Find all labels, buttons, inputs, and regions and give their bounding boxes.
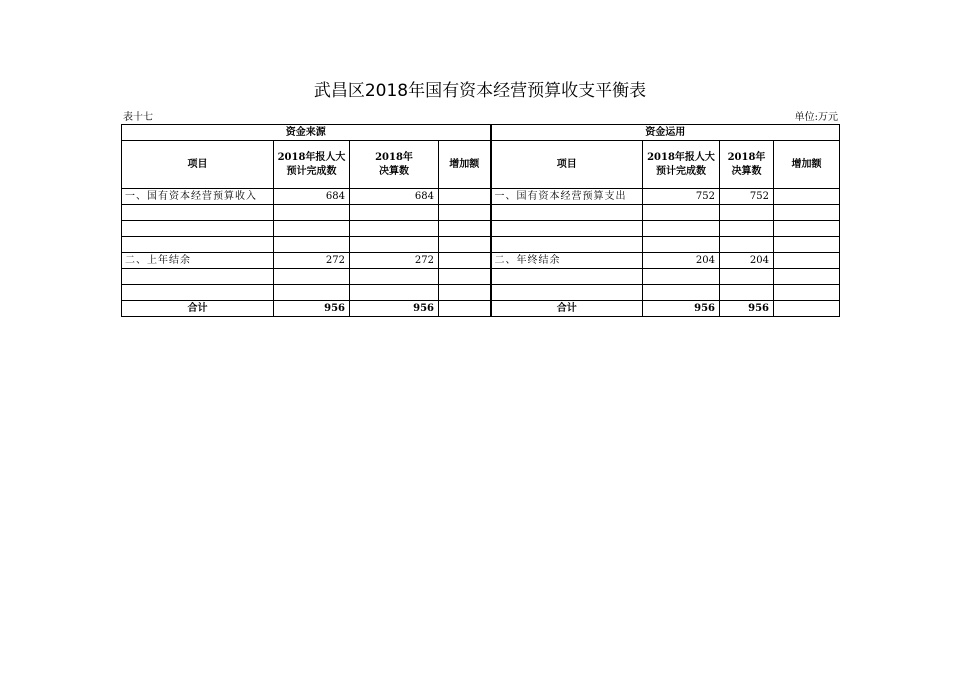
left-reported-cell: 272 [274, 253, 350, 269]
left-final-cell [350, 237, 439, 253]
left-final-cell [350, 221, 439, 237]
right-item-cell [491, 269, 643, 285]
right-reported-cell: 752 [643, 189, 720, 205]
left-increase-cell [439, 237, 491, 253]
left-final-cell [350, 269, 439, 285]
right-item-header: 项目 [491, 141, 643, 189]
right-reported-header: 2018年报人大 预计完成数 [643, 141, 720, 189]
table-row [122, 269, 840, 285]
right-final-cell [720, 237, 774, 253]
right-reported-cell [643, 269, 720, 285]
right-item-cell [491, 205, 643, 221]
right-item-cell: 二、年终结余 [491, 253, 643, 269]
right-final-cell [720, 269, 774, 285]
table-row [122, 285, 840, 301]
left-final-cell [350, 205, 439, 221]
right-increase-cell [774, 221, 840, 237]
left-increase-cell [439, 189, 491, 205]
table-body [122, 189, 840, 317]
right-item-cell [491, 221, 643, 237]
left-reported-header: 2018年报人大 预计完成数 [274, 141, 350, 189]
right-final-cell: 204 [720, 253, 774, 269]
right-reported-cell [643, 205, 720, 221]
right-increase-cell [774, 237, 840, 253]
table-number: 表十七 [123, 112, 153, 123]
total-row [122, 301, 840, 317]
left-item-cell [122, 205, 274, 221]
left-item-cell [122, 221, 274, 237]
right-total-label: 合计 [491, 301, 643, 317]
left-final-cell: 272 [350, 253, 439, 269]
right-item-cell: 一、国有资本经营预算支出 [491, 189, 643, 205]
right-final-cell [720, 285, 774, 301]
right-reported-cell [643, 285, 720, 301]
table-row [122, 253, 840, 269]
left-final-cell: 684 [350, 189, 439, 205]
unit-label: 单位:万元 [794, 112, 838, 123]
right-final-header: 2018年 决算数 [720, 141, 774, 189]
right-reported-cell [643, 237, 720, 253]
right-item-cell [491, 285, 643, 301]
right-final-cell [720, 205, 774, 221]
left-increase-cell [439, 221, 491, 237]
left-item-header: 项目 [122, 141, 274, 189]
left-total-final: 956 [350, 301, 439, 317]
column-header-row [122, 141, 840, 189]
table-row [122, 221, 840, 237]
left-increase-cell [439, 205, 491, 221]
left-reported-cell [274, 269, 350, 285]
right-increase-cell [774, 285, 840, 301]
right-item-cell [491, 237, 643, 253]
right-reported-cell: 204 [643, 253, 720, 269]
left-reported-cell [274, 237, 350, 253]
left-item-cell [122, 237, 274, 253]
budget-balance-table [121, 124, 840, 317]
left-item-cell: 一、国有资本经营预算收入 [122, 189, 274, 205]
left-final-header: 2018年 决算数 [350, 141, 439, 189]
left-item-cell [122, 285, 274, 301]
left-total-increase [439, 301, 491, 317]
funding-use-header: 资金运用 [491, 125, 840, 141]
left-item-cell: 二、上年结余 [122, 253, 274, 269]
left-reported-cell: 684 [274, 189, 350, 205]
right-increase-cell [774, 253, 840, 269]
left-increase-cell [439, 253, 491, 269]
left-reported-cell [274, 205, 350, 221]
left-item-cell [122, 269, 274, 285]
right-increase-cell [774, 269, 840, 285]
funding-source-header: 资金来源 [122, 125, 491, 141]
page-title: 武昌区2018年国有资本经营预算收支平衡表 [313, 81, 647, 101]
right-reported-cell [643, 221, 720, 237]
left-reported-cell [274, 285, 350, 301]
left-total-reported: 956 [274, 301, 350, 317]
table-row [122, 189, 840, 205]
left-total-label: 合计 [122, 301, 274, 317]
right-increase-cell [774, 189, 840, 205]
table-row [122, 205, 840, 221]
left-increase-cell [439, 285, 491, 301]
right-increase-cell [774, 205, 840, 221]
left-increase-header: 增加额 [439, 141, 491, 189]
right-final-cell: 752 [720, 189, 774, 205]
right-total-final: 956 [720, 301, 774, 317]
right-total-reported: 956 [643, 301, 720, 317]
right-total-increase [774, 301, 840, 317]
left-reported-cell [274, 221, 350, 237]
left-final-cell [350, 285, 439, 301]
section-header-row [122, 125, 840, 141]
left-increase-cell [439, 269, 491, 285]
right-increase-header: 增加额 [774, 141, 840, 189]
right-final-cell [720, 221, 774, 237]
table-row [122, 237, 840, 253]
